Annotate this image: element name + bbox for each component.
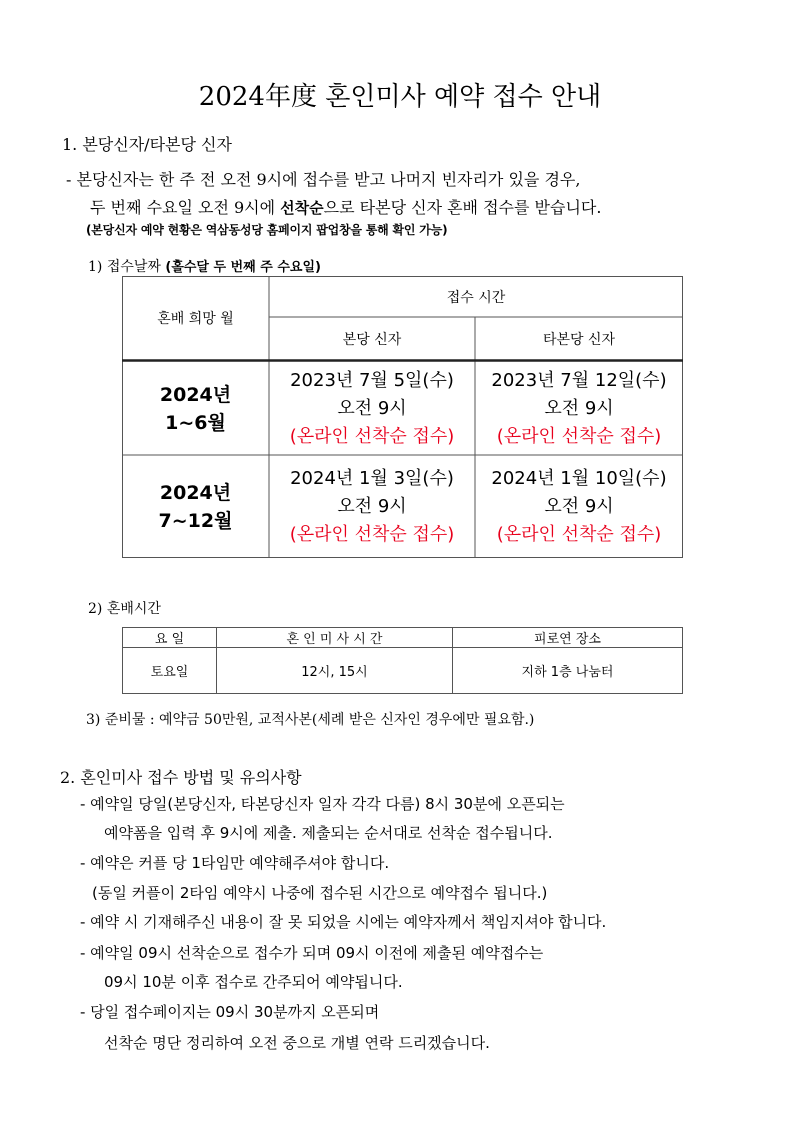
table-row-1-period	[122, 362, 269, 455]
table2-cell-mass-time: 12시, 15시	[217, 647, 453, 693]
header-month: 혼배 희망 월	[157, 311, 234, 327]
subsection-wedding-time: 2) 혼배시간	[88, 601, 161, 617]
bullet-line2-bold: 선착순	[280, 199, 324, 217]
row1-year: 2024년	[159, 383, 232, 406]
header-parish: 본당 신자	[342, 331, 402, 348]
sub1-label: 1) 접수날짜	[88, 259, 161, 275]
row2-other-date: 2024년 1월 10일(수)	[491, 468, 667, 489]
header-other-parish: 타본당 신자	[542, 331, 616, 348]
row1-other-method: (온라인 선착순 접수)	[496, 425, 662, 447]
bullet-line2-pre: 두 번째 수요일 오전 9시에	[90, 198, 281, 217]
section1-bullet-line2	[90, 195, 601, 218]
row1-other-time: 오전 9시	[544, 397, 614, 419]
section2-line-6: - 예약일 09시 선착순으로 접수가 되며 09시 이전에 제출된 예약접수는	[80, 944, 544, 962]
row2-year: 2024년	[159, 482, 232, 504]
table2-cell-day: 토요일	[123, 647, 217, 693]
wedding-time-table	[122, 627, 683, 694]
document-title: 2024年度 혼인미사 예약 접수 안내	[198, 82, 602, 112]
table-row-1-other	[475, 362, 683, 455]
section2-line-2: 예약폼을 입력 후 9시에 제출. 제출되는 순서대로 선착순 접수됩니다.	[104, 824, 553, 842]
section2-line-5: - 예약 시 기재해주신 내용이 잘 못 되었을 시에는 예약자께서 책임지셔야 합니다.	[80, 913, 607, 931]
table-row-2-period	[122, 456, 269, 558]
table-row	[123, 647, 682, 693]
row1-parish-method: (온라인 선착순 접수)	[289, 425, 455, 447]
sub1-bold-note: (홀수달 두 번째 주 수요일)	[165, 260, 321, 275]
section2-line-1: - 예약일 당일(본당신자, 타본당신자 일자 각각 다름) 8시 30분에 오픈되는	[80, 795, 565, 813]
section2-line-9: 선착순 명단 정리하여 오전 중으로 개별 연락 드리겠습니다.	[104, 1034, 490, 1052]
section1-heading: 1. 본당신자/타본당 신자	[62, 135, 232, 154]
table-row-2-other	[475, 456, 683, 558]
section2-heading: 2. 혼인미사 접수 방법 및 유의사항	[60, 768, 302, 787]
row2-parish-date: 2024년 1월 3일(수)	[290, 468, 454, 489]
table2-header-mass-time: 혼 인 미 사 시 간	[217, 628, 453, 647]
row2-other-method: (온라인 선착순 접수)	[496, 524, 662, 545]
section1-note: (본당신자 예약 현황은 역삼동성당 홈페이지 팝업창을 통해 확인 가능)	[86, 223, 448, 237]
table2-header-row	[123, 628, 682, 648]
section1-bullet-line1: - 본당신자는 한 주 전 오전 9시에 접수를 받고 나머지 빈자리가 있을 경우,	[66, 170, 581, 189]
section2-line-8: - 당일 접수페이지는 09시 30분까지 오픈되며	[80, 1003, 380, 1021]
subsection-preparation: 3) 준비물 : 예약금 50만원, 교적사본(세례 받은 신자인 경우에만 필요함.)	[86, 712, 535, 728]
row1-parish-date: 2023년 7월 5일(수)	[290, 369, 454, 391]
table2-header-reception-place: 피로연 장소	[534, 632, 601, 647]
section2-line-4: (동일 커플이 2타임 예약시 나중에 접수된 시간으로 예약접수 됩니다.)	[92, 884, 548, 902]
row2-other-time: 오전 9시	[544, 496, 614, 517]
table-row-2-parish	[269, 456, 475, 558]
section2-line-3: - 예약은 커플 당 1타임만 예약해주셔야 합니다.	[80, 854, 390, 872]
reception-schedule-table	[122, 276, 683, 558]
table2-header-day: 요 일	[123, 628, 217, 647]
row2-months: 7~12월	[158, 510, 233, 532]
table2-cell-reception-place: 지하 1층 나눔터	[521, 664, 614, 680]
row2-parish-method: (온라인 선착순 접수)	[289, 524, 455, 545]
table-row-1-parish	[269, 362, 475, 455]
bullet-line2-post: 으로 타본당 신자 혼배 접수를 받습니다.	[323, 198, 602, 217]
row1-other-date: 2023년 7월 12일(수)	[491, 369, 667, 391]
subsection-reception-date	[88, 256, 321, 276]
row1-months: 1~6월	[165, 411, 226, 434]
row2-parish-time: 오전 9시	[337, 496, 407, 517]
section2-line-7: 09시 10분 이후 접수로 간주되어 예약됩니다.	[104, 973, 403, 991]
row1-parish-time: 오전 9시	[337, 397, 407, 419]
header-reception-time: 접수 시간	[446, 289, 506, 306]
